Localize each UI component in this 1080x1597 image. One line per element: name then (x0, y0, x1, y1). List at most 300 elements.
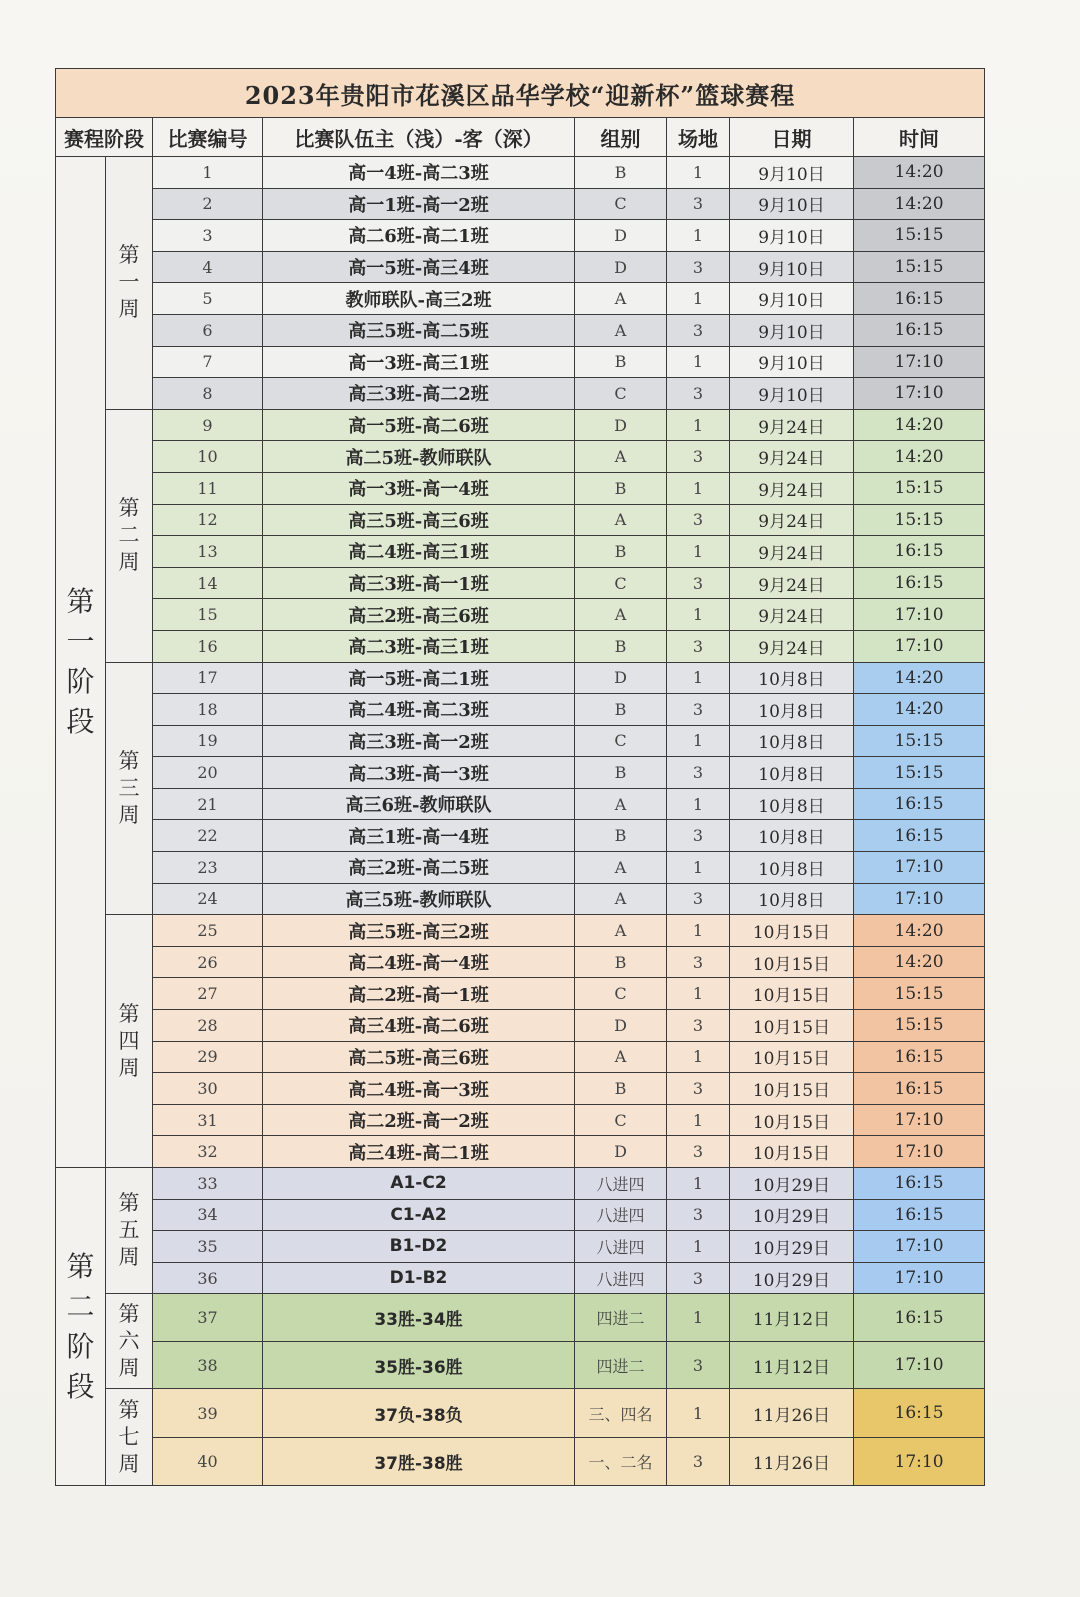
match-teams: 高二3班-高一3班 (263, 757, 575, 789)
week-label-char: 五 (118, 1218, 140, 1243)
match-date: 9月10日 (730, 314, 854, 346)
table-title: 2023年贵阳市花溪区品华学校“迎新杯”篮球赛程 (56, 69, 985, 118)
match-venue: 1 (667, 536, 730, 568)
match-number: 6 (153, 314, 263, 346)
match-teams: 高二3班-高三1班 (263, 630, 575, 662)
match-time: 15:15 (854, 251, 985, 283)
match-teams: 高三4班-高二6班 (263, 1010, 575, 1042)
match-time: 16:15 (854, 1294, 985, 1342)
table-row (56, 220, 985, 252)
week-label-char: 六 (118, 1328, 140, 1353)
match-number: 39 (153, 1389, 263, 1438)
week-label-char: 三 (118, 775, 140, 800)
match-time: 16:15 (854, 820, 985, 852)
match-number: 9 (153, 409, 263, 441)
table-row (56, 757, 985, 789)
week-label-char: 周 (118, 1355, 140, 1380)
stage-label (56, 157, 106, 1168)
match-number: 5 (153, 283, 263, 315)
week-label-char: 第 (118, 243, 140, 268)
table-row (56, 441, 985, 473)
table-row (56, 883, 985, 915)
table-row (56, 630, 985, 662)
match-time: 15:15 (854, 725, 985, 757)
table-row (56, 1104, 985, 1136)
match-venue: 1 (667, 662, 730, 694)
stage-label-char: 阶 (66, 665, 95, 698)
match-group: B (575, 694, 667, 726)
match-venue: 3 (667, 820, 730, 852)
match-time: 17:10 (854, 1136, 985, 1168)
match-number: 18 (153, 694, 263, 726)
match-venue: 1 (667, 220, 730, 252)
table-row (56, 1136, 985, 1168)
stage-label-char: 第 (66, 1249, 95, 1283)
stage-label-char: 阶 (66, 1329, 95, 1363)
match-number: 4 (153, 251, 263, 283)
match-number: 7 (153, 346, 263, 378)
match-venue: 1 (667, 599, 730, 631)
match-time: 14:20 (854, 188, 985, 220)
match-teams: 高三5班-高二5班 (263, 314, 575, 346)
match-time: 17:10 (854, 1437, 985, 1486)
match-date: 10月15日 (730, 1136, 854, 1168)
match-date: 10月8日 (730, 820, 854, 852)
match-venue: 1 (667, 346, 730, 378)
match-time: 15:15 (854, 220, 985, 252)
stage-label-char: 段 (66, 705, 95, 738)
match-teams: 37胜-38胜 (263, 1437, 575, 1486)
table-row (56, 1437, 985, 1486)
week-label (106, 157, 153, 410)
match-date: 10月15日 (730, 915, 854, 947)
match-number: 27 (153, 978, 263, 1010)
match-date: 9月10日 (730, 220, 854, 252)
match-teams: 高一3班-高一4班 (263, 472, 575, 504)
match-teams: 高一5班-高二1班 (263, 662, 575, 694)
match-teams: 高二2班-高一2班 (263, 1104, 575, 1136)
match-teams: 高三5班-教师联队 (263, 883, 575, 915)
match-time: 16:15 (854, 1168, 985, 1200)
match-teams: 高二4班-高一3班 (263, 1073, 575, 1105)
match-venue: 3 (667, 1136, 730, 1168)
match-time: 17:10 (854, 378, 985, 410)
week-label-char: 周 (118, 1055, 140, 1080)
match-teams: B1-D2 (263, 1231, 575, 1263)
match-time: 17:10 (854, 1262, 985, 1294)
table-row (56, 852, 985, 884)
match-venue: 1 (667, 1168, 730, 1200)
week-label-char: 周 (118, 297, 140, 322)
match-venue: 3 (667, 1437, 730, 1486)
match-venue: 3 (667, 1341, 730, 1389)
match-number: 34 (153, 1199, 263, 1231)
match-time: 17:10 (854, 1104, 985, 1136)
match-teams: 高三3班-高一2班 (263, 725, 575, 757)
match-teams: 高三2班-高三6班 (263, 599, 575, 631)
header-date: 日期 (730, 118, 854, 157)
match-teams: 35胜-36胜 (263, 1341, 575, 1389)
header-venue: 场地 (667, 118, 730, 157)
match-group: A (575, 883, 667, 915)
header-group: 组别 (575, 118, 667, 157)
match-teams: 高一5班-高二6班 (263, 409, 575, 441)
match-date: 9月24日 (730, 472, 854, 504)
match-time: 17:10 (854, 1231, 985, 1263)
match-date: 11月12日 (730, 1294, 854, 1342)
match-group: A (575, 788, 667, 820)
week-label-char: 第 (118, 748, 140, 773)
match-date: 9月24日 (730, 441, 854, 473)
match-date: 10月8日 (730, 694, 854, 726)
match-group: A (575, 504, 667, 536)
match-number: 19 (153, 725, 263, 757)
match-venue: 3 (667, 567, 730, 599)
week-label-char: 第 (118, 1001, 140, 1026)
week-label-char: 第 (118, 1301, 140, 1326)
match-teams: 高三5班-高三6班 (263, 504, 575, 536)
match-group: A (575, 441, 667, 473)
match-number: 15 (153, 599, 263, 631)
match-teams: 高二5班-高三6班 (263, 1041, 575, 1073)
match-venue: 1 (667, 1104, 730, 1136)
match-teams: 37负-38负 (263, 1389, 575, 1438)
stage-label-char: 二 (66, 1289, 95, 1323)
match-teams: D1-B2 (263, 1262, 575, 1294)
match-number: 35 (153, 1231, 263, 1263)
stage-label (56, 1168, 106, 1486)
table-row (56, 978, 985, 1010)
match-time: 17:10 (854, 346, 985, 378)
match-date: 10月8日 (730, 788, 854, 820)
match-teams: 高三6班-教师联队 (263, 788, 575, 820)
match-time: 16:15 (854, 567, 985, 599)
match-time: 16:15 (854, 283, 985, 315)
match-date: 10月8日 (730, 852, 854, 884)
week-label-char: 周 (118, 1245, 140, 1270)
week-label (106, 1294, 153, 1389)
table-row (56, 1073, 985, 1105)
match-time: 17:10 (854, 883, 985, 915)
match-group: A (575, 599, 667, 631)
match-date: 11月26日 (730, 1389, 854, 1438)
match-venue: 1 (667, 1294, 730, 1342)
table-row (56, 788, 985, 820)
table-row (56, 662, 985, 694)
match-number: 38 (153, 1341, 263, 1389)
table-row (56, 820, 985, 852)
match-date: 9月24日 (730, 409, 854, 441)
match-time: 14:20 (854, 157, 985, 189)
match-venue: 1 (667, 157, 730, 189)
match-number: 40 (153, 1437, 263, 1486)
match-venue: 1 (667, 472, 730, 504)
match-number: 3 (153, 220, 263, 252)
match-time: 16:15 (854, 1199, 985, 1231)
table-row (56, 915, 985, 947)
match-number: 31 (153, 1104, 263, 1136)
match-date: 9月24日 (730, 567, 854, 599)
match-time: 14:20 (854, 662, 985, 694)
match-group: B (575, 1073, 667, 1105)
match-venue: 3 (667, 1262, 730, 1294)
week-label-char: 四 (118, 1028, 140, 1053)
stage-label-char: 一 (66, 625, 95, 658)
match-time: 17:10 (854, 852, 985, 884)
match-number: 26 (153, 946, 263, 978)
match-number: 1 (153, 157, 263, 189)
table-row (56, 1341, 985, 1389)
match-venue: 3 (667, 883, 730, 915)
match-group: C (575, 378, 667, 410)
match-number: 20 (153, 757, 263, 789)
match-teams: 教师联队-高三2班 (263, 283, 575, 315)
match-teams: 高三2班-高二5班 (263, 852, 575, 884)
week-label (106, 1168, 153, 1294)
table-row (56, 1294, 985, 1342)
week-label-char: 第 (118, 496, 140, 521)
match-time: 14:20 (854, 409, 985, 441)
match-group: D (575, 1136, 667, 1168)
match-date: 10月29日 (730, 1168, 854, 1200)
match-venue: 3 (667, 1199, 730, 1231)
match-group: 八进四 (575, 1231, 667, 1263)
match-group: A (575, 915, 667, 947)
match-date: 9月10日 (730, 251, 854, 283)
match-group: C (575, 567, 667, 599)
match-number: 32 (153, 1136, 263, 1168)
match-time: 16:15 (854, 1073, 985, 1105)
match-venue: 1 (667, 283, 730, 315)
table-row (56, 504, 985, 536)
match-teams: 高二5班-教师联队 (263, 441, 575, 473)
match-time: 14:20 (854, 441, 985, 473)
table-row (56, 314, 985, 346)
header-row (56, 118, 985, 157)
match-time: 15:15 (854, 978, 985, 1010)
match-group: 八进四 (575, 1168, 667, 1200)
match-number: 33 (153, 1168, 263, 1200)
match-teams: 33胜-34胜 (263, 1294, 575, 1342)
week-label (106, 662, 153, 915)
match-teams: 高一3班-高三1班 (263, 346, 575, 378)
table-row (56, 946, 985, 978)
match-group: 三、四名 (575, 1389, 667, 1438)
table-row (56, 378, 985, 410)
match-group: B (575, 820, 667, 852)
match-venue: 1 (667, 978, 730, 1010)
match-number: 11 (153, 472, 263, 504)
match-time: 15:15 (854, 472, 985, 504)
match-number: 14 (153, 567, 263, 599)
match-group: D (575, 409, 667, 441)
match-date: 10月29日 (730, 1231, 854, 1263)
match-teams: A1-C2 (263, 1168, 575, 1200)
match-venue: 3 (667, 314, 730, 346)
match-date: 10月8日 (730, 662, 854, 694)
match-time: 15:15 (854, 504, 985, 536)
match-number: 21 (153, 788, 263, 820)
week-label-char: 周 (118, 802, 140, 827)
match-group: D (575, 1010, 667, 1042)
match-number: 29 (153, 1041, 263, 1073)
match-venue: 3 (667, 630, 730, 662)
match-teams: C1-A2 (263, 1199, 575, 1231)
match-time: 16:15 (854, 536, 985, 568)
table-row (56, 1231, 985, 1263)
match-group: 八进四 (575, 1199, 667, 1231)
match-teams: 高三3班-高一1班 (263, 567, 575, 599)
table-row (56, 251, 985, 283)
match-date: 10月15日 (730, 1010, 854, 1042)
table-row (56, 1041, 985, 1073)
match-teams: 高二4班-高三1班 (263, 536, 575, 568)
match-group: 一、二名 (575, 1437, 667, 1486)
match-number: 8 (153, 378, 263, 410)
match-group: A (575, 1041, 667, 1073)
match-number: 17 (153, 662, 263, 694)
match-date: 9月10日 (730, 157, 854, 189)
match-group: D (575, 662, 667, 694)
table-row (56, 346, 985, 378)
match-time: 17:10 (854, 599, 985, 631)
match-time: 14:20 (854, 915, 985, 947)
match-group: B (575, 472, 667, 504)
week-label-char: 周 (118, 550, 140, 575)
week-label (106, 915, 153, 1168)
match-teams: 高一4班-高二3班 (263, 157, 575, 189)
match-teams: 高三3班-高二2班 (263, 378, 575, 410)
match-group: B (575, 757, 667, 789)
match-time: 16:15 (854, 1041, 985, 1073)
match-number: 30 (153, 1073, 263, 1105)
table-row (56, 536, 985, 568)
table-row (56, 1010, 985, 1042)
match-venue: 1 (667, 409, 730, 441)
table-row (56, 725, 985, 757)
table-row (56, 1199, 985, 1231)
stage-label-char: 段 (66, 1369, 95, 1403)
table-row (56, 599, 985, 631)
match-teams: 高一1班-高一2班 (263, 188, 575, 220)
match-venue: 3 (667, 188, 730, 220)
match-time: 16:15 (854, 1389, 985, 1438)
match-group: A (575, 314, 667, 346)
header-time: 时间 (854, 118, 985, 157)
table-row (56, 1389, 985, 1438)
match-teams: 高二4班-高二3班 (263, 694, 575, 726)
match-group: A (575, 852, 667, 884)
match-venue: 3 (667, 1073, 730, 1105)
match-teams: 高二6班-高二1班 (263, 220, 575, 252)
table-row (56, 472, 985, 504)
match-group: C (575, 725, 667, 757)
match-group: B (575, 346, 667, 378)
match-date: 10月29日 (730, 1199, 854, 1231)
match-number: 36 (153, 1262, 263, 1294)
match-number: 13 (153, 536, 263, 568)
match-time: 15:15 (854, 757, 985, 789)
match-teams: 高三4班-高二1班 (263, 1136, 575, 1168)
match-date: 10月8日 (730, 883, 854, 915)
match-date: 10月8日 (730, 725, 854, 757)
match-date: 10月15日 (730, 1073, 854, 1105)
match-date: 10月8日 (730, 757, 854, 789)
week-label-char: 周 (118, 1451, 140, 1476)
match-date: 10月29日 (730, 1262, 854, 1294)
schedule-table (55, 68, 985, 1486)
match-venue: 3 (667, 504, 730, 536)
table-row (56, 188, 985, 220)
match-number: 16 (153, 630, 263, 662)
match-date: 10月15日 (730, 1041, 854, 1073)
week-label-char: 一 (118, 270, 140, 295)
match-number: 25 (153, 915, 263, 947)
match-teams: 高三1班-高一4班 (263, 820, 575, 852)
week-label-char: 第 (118, 1397, 140, 1422)
match-date: 9月24日 (730, 599, 854, 631)
match-venue: 1 (667, 725, 730, 757)
table-row (56, 694, 985, 726)
table-row (56, 283, 985, 315)
match-teams: 高二4班-高一4班 (263, 946, 575, 978)
header-stage: 赛程阶段 (56, 118, 153, 157)
week-label (106, 409, 153, 662)
match-number: 28 (153, 1010, 263, 1042)
match-group: C (575, 1104, 667, 1136)
match-venue: 3 (667, 441, 730, 473)
match-time: 15:15 (854, 1010, 985, 1042)
match-number: 2 (153, 188, 263, 220)
match-teams: 高三5班-高三2班 (263, 915, 575, 947)
match-date: 10月15日 (730, 946, 854, 978)
match-number: 10 (153, 441, 263, 473)
match-teams: 高二2班-高一1班 (263, 978, 575, 1010)
match-group: D (575, 251, 667, 283)
header-match-no: 比赛编号 (153, 118, 263, 157)
match-venue: 1 (667, 1231, 730, 1263)
match-venue: 3 (667, 694, 730, 726)
match-number: 37 (153, 1294, 263, 1342)
match-number: 23 (153, 852, 263, 884)
stage-label-char: 第 (66, 585, 95, 618)
match-group: B (575, 536, 667, 568)
match-venue: 3 (667, 946, 730, 978)
match-number: 24 (153, 883, 263, 915)
match-date: 9月24日 (730, 504, 854, 536)
match-group: B (575, 630, 667, 662)
week-label (106, 1389, 153, 1486)
table-row (56, 567, 985, 599)
week-label-char: 二 (118, 523, 140, 548)
match-date: 10月15日 (730, 978, 854, 1010)
table-row (56, 409, 985, 441)
match-venue: 3 (667, 378, 730, 410)
match-time: 14:20 (854, 946, 985, 978)
match-venue: 1 (667, 915, 730, 947)
week-label-char: 第 (118, 1191, 140, 1216)
match-group: C (575, 978, 667, 1010)
match-date: 11月26日 (730, 1437, 854, 1486)
match-venue: 3 (667, 251, 730, 283)
match-time: 16:15 (854, 788, 985, 820)
match-group: B (575, 157, 667, 189)
match-group: 四进二 (575, 1341, 667, 1389)
match-venue: 1 (667, 1389, 730, 1438)
match-venue: 3 (667, 1010, 730, 1042)
week-label-char: 七 (118, 1424, 140, 1449)
match-group: 四进二 (575, 1294, 667, 1342)
